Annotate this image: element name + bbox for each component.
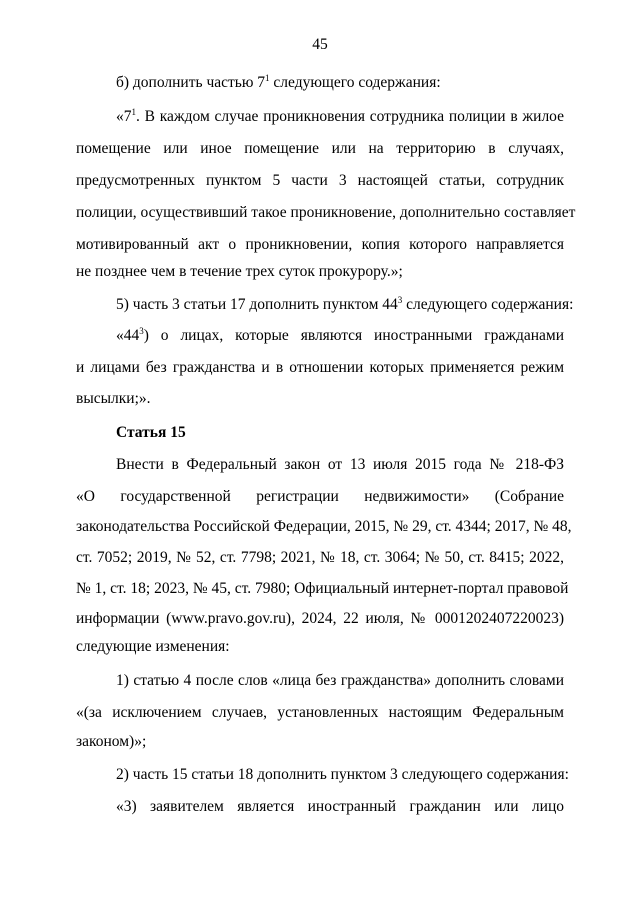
article-heading: Статья 15 [116,424,186,441]
paragraph-line: высылки;». [76,390,151,407]
paragraph-line: законодательства Российской Федерации, 2015, № 29, ст. 4344; 2017, № 48, [76,518,572,535]
paragraph-line: «$44^3$) о лицах, которые являются иностранными гражданами [116,326,564,344]
paragraph-line: предусмотренных пунктом 5 части 3 настоящей статьи, сотрудник [76,172,564,189]
paragraph-line: № 1, ст. 18; 2023, № 45, ст. 7980; Официальный интернет-портал правовой [76,580,569,597]
paragraph-line: б) дополнить частью $7^1$ следующего содержания: [116,73,441,91]
paragraph-line: «$7^1$. В каждом случае проникновения сотрудника полиции в жилое [116,107,564,125]
paragraph-line: помещение или иное помещение или на территорию в случаях, [76,140,564,157]
paragraph-line: мотивированный акт о проникновении, копия которого направляется [76,236,564,253]
paragraph-line: не позднее чем в течение трех суток прокурору.»; [76,263,403,280]
paragraph-line: полиции, осуществивший такое проникновение, дополнительно составляет [76,204,576,221]
paragraph-line: ст. 7052; 2019, № 52, ст. 7798; 2021, № 18, ст. 3064; № 50, ст. 8415; 2022, [76,549,564,566]
paragraph-line: «3) заявителем является иностранный гражданин или лицо [116,798,564,815]
paragraph-line: информации (www.pravo.gov.ru), 2024, 22 июля, № 0001202407220023) [76,610,564,627]
paragraph-line: 5) часть 3 статьи 17 дополнить пунктом $44^3$ следующего содержания: [116,295,574,313]
paragraph-line: «(за исключением случаев, установленных настоящим Федеральным [76,704,564,721]
paragraph-line: «О государственной регистрации недвижимости» (Собрание [76,488,564,505]
paragraph-line: 2) часть 15 статьи 18 дополнить пунктом 3 следующего содержания: [116,766,569,783]
paragraph-line: и лицами без гражданства и в отношении которых применяется режим [76,359,564,376]
paragraph-line: следующие изменения: [76,638,230,655]
paragraph-line: 1) статью 4 после слов «лица без гражданства» дополнить словами [116,672,564,689]
paragraph-line: Внести в Федеральный закон от 13 июля 2015 года № 218-ФЗ [116,456,564,473]
page-number: 45 [312,36,328,53]
paragraph-line: законом)»; [76,733,147,750]
